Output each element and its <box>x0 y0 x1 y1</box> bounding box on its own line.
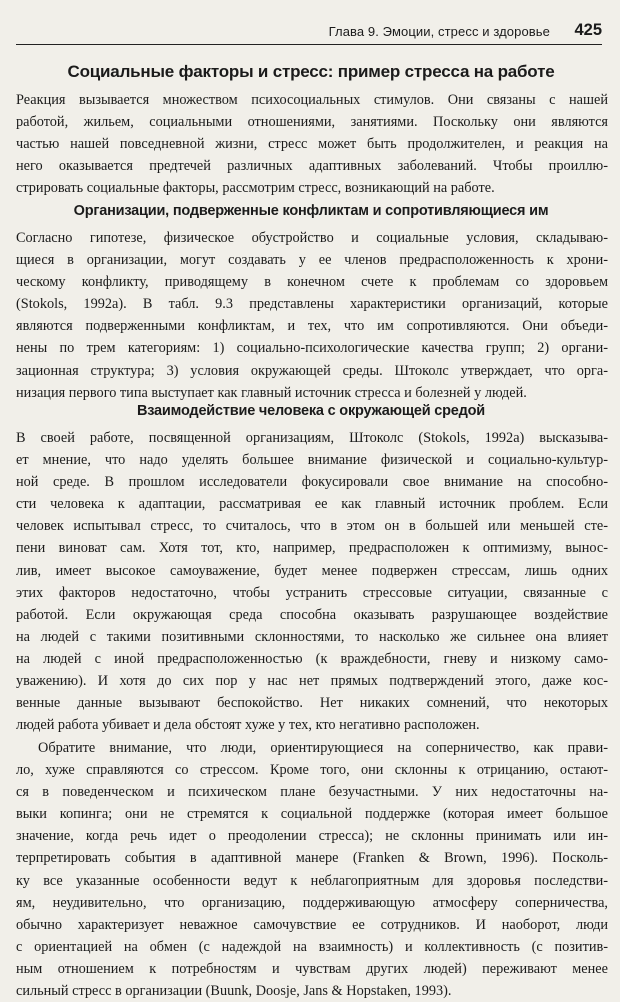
text-line: на людей с иной предрасположенностью (к враждебности, гневу и низкому само- <box>16 650 608 667</box>
text-line: зационная структура; 3) условия окружающей среды. Штоколс утверждает, что орга- <box>16 362 608 379</box>
text-line: нены по трем категориям: 1) социально-психологические качества групп; 2) органи- <box>16 340 608 357</box>
text-line: ным отношением к потребностям и чувствам других людей) переживают менее <box>16 960 608 977</box>
text-line: пени виноват сам. Хотя тот, кто, например, предрасположен к оптимизму, вынос- <box>16 540 608 557</box>
subsection-heading-organizations: Организации, подверженные конфликтам и сопротивляющиеся им <box>73 203 549 219</box>
text-line: частью нашей повседневной жизни, стресс может быть продолжителен, и реакция на <box>16 136 608 153</box>
text-line: стрировать социальные факторы, рассмотрим стресс, возникающий на работе. <box>16 180 495 197</box>
running-header <box>16 22 602 45</box>
text-line: щиеся в организации, могут создавать у ее членов предрасположенность к хрони- <box>16 252 608 269</box>
subsection-heading-environment: Взаимодействие человека с окружающей средой <box>136 403 486 419</box>
paragraph-intro <box>16 89 608 199</box>
text-line: уважению). И хотя до сих пор у нас нет прямых подтверждений этого, даже кос- <box>16 673 608 690</box>
text-line: терпретировать события в адаптивной манере (Franken & Brown, 1996). Посколь- <box>16 850 608 867</box>
text-line: сти человека к адаптации, рассматривая ее как главный источник проблем. Если <box>16 496 608 513</box>
text-line: значение, когда речь идет о преодолении стресса); не склонны принимать или ин- <box>16 828 608 845</box>
text-line: Реакция вызывается множеством психосоциальных стимулов. Они связаны с нашей <box>16 92 608 108</box>
text-line: Обратите внимание, что люди, ориентирующиеся на соперничество, как прави- <box>38 740 608 756</box>
text-line: Согласно гипотезе, физическое обустройство и социальные условия, складываю- <box>16 230 608 246</box>
text-line: на людей с такими позитивными склонностями, то насколько же сильнее она влияет <box>16 628 608 645</box>
page-number: 425 <box>574 21 602 39</box>
text-line: работой. Если окружающая среда способна оказывать разрушающее воздействие <box>16 606 608 623</box>
text-line: ческому конфликту, приводящему в конечном счете к проблемам со здоровьем <box>16 274 608 291</box>
paragraph-environment <box>16 427 608 736</box>
text-line: ло, хуже справляются со стрессом. Кроме того, они склонны к отрицанию, остают- <box>16 762 608 779</box>
text-line: сильный стресс в организации (Buunk, Doosje, Jans & Hopstaken, 1993). <box>16 983 452 1000</box>
text-line: являются подверженными конфликтам, и тех, что им сопротивляются. Они объеди- <box>16 318 608 335</box>
text-line: человек испытывал стресс, то считалось, что в этом он в большей или меньшей сте- <box>16 518 608 535</box>
text-line: обычно характеризует неважное самочувствие ее сотрудников. И наоборот, люди <box>16 916 608 933</box>
text-line: ет мнение, что надо уделять большее внимание физической и социально-культур- <box>16 452 608 469</box>
text-line: ку все указанные особенности ведут к неблагоприятным для здоровья последстви- <box>16 872 608 889</box>
text-line: этих факторов недостаточно, чтобы устранить стрессовые ситуации, связанные с <box>16 584 608 601</box>
text-line: работой, жильем, социальными отношениями, занятиями. Поскольку они являются <box>16 114 608 131</box>
paragraph-competition <box>16 737 608 1002</box>
text-line: низация первого типа выступает как главный источник стресса и болезней у людей. <box>16 384 527 401</box>
text-line: выки копинга; они не стремятся к социальной поддержке (которая имеет большое <box>16 806 608 823</box>
paragraph-organizations <box>16 227 608 404</box>
text-line: венные данные вызывают беспокойство. Нет никаких сомнений, что некоторых <box>16 695 608 712</box>
text-line: с ориентацией на обмен (с надеждой на взаимность) и коллективность (с позитив- <box>16 938 608 955</box>
text-line: ной среде. В прошлом исследователи фокусировали свое внимание на способно- <box>16 474 608 491</box>
text-line: него оказывается предтечей различных адаптивных заболеваний. Чтобы проиллю- <box>16 158 608 175</box>
text-line: В своей работе, посвященной организациям, Штоколс (Stokols, 1992a) высказыва- <box>16 430 608 446</box>
text-line: лив, имеет высокое самоуважение, будет менее подвержен стрессам, лишь одних <box>16 562 608 579</box>
text-line: ям, неудивительно, что организацию, поддерживающую атмосферу соперничества, <box>16 894 608 911</box>
text-line: людей работа убивает и дела обстоят хуже у тех, кто негативно расположен. <box>16 717 480 734</box>
running-title: Глава 9. Эмоции, стресс и здоровье <box>328 24 550 39</box>
text-line: (Stokols, 1992a). В табл. 9.3 представлены характеристики организаций, которые <box>16 296 608 313</box>
text-line: ся в поведенческом и психическом плане безучастными. У них недостаточны на- <box>16 784 608 801</box>
section-heading: Социальные факторы и стресс: пример стресса на работе <box>67 62 555 81</box>
